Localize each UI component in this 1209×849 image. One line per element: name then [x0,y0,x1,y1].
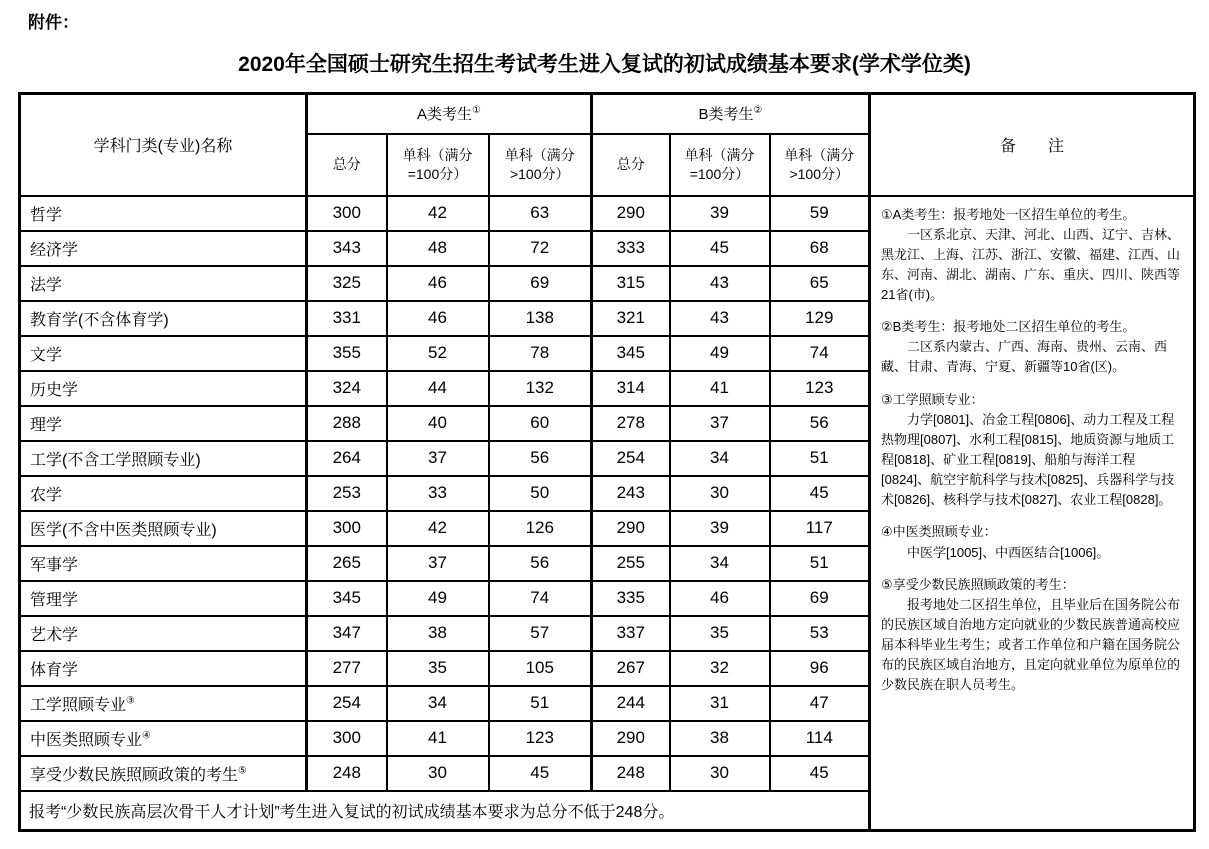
score-cell: 69 [770,581,870,616]
score-cell: 41 [387,721,489,756]
remark-paragraph: ③工学照顾专业： [881,391,984,407]
subject-name: 工学(不含工学照顾专业) [20,441,307,476]
score-cell: 314 [592,371,670,406]
score-cell: 248 [592,756,670,791]
subject-name: 艺术学 [20,616,307,651]
score-cell: 355 [307,336,387,371]
score-cell: 50 [489,476,592,511]
subject-name: 工学照顾专业③ [20,686,307,721]
score-cell: 51 [770,546,870,581]
score-cell: 45 [770,476,870,511]
score-cell: 56 [489,441,592,476]
subject-name: 哲学 [20,196,307,231]
column-header-b-total: 总分 [592,134,670,196]
score-cell: 33 [387,476,489,511]
score-cell: 37 [387,546,489,581]
score-cell: 114 [770,721,870,756]
score-cell: 45 [670,231,770,266]
column-header-a-single100: 单科（满分=100分） [387,134,489,196]
remark-paragraph: 二区系内蒙古、广西、海南、贵州、云南、西藏、甘肃、青海、宁夏、新疆等10省(区)。 [881,339,1168,375]
subject-name: 理学 [20,406,307,441]
score-cell: 253 [307,476,387,511]
score-cell: 69 [489,266,592,301]
score-cell: 34 [670,546,770,581]
footnote-marker: ② [753,105,763,117]
score-cell: 40 [387,406,489,441]
score-cell: 46 [387,301,489,336]
score-cell: 300 [307,721,387,756]
subject-name: 农学 [20,476,307,511]
score-cell: 49 [387,581,489,616]
subject-name: 教育学(不含体育学) [20,301,307,336]
score-cell: 43 [670,301,770,336]
score-cell: 65 [770,266,870,301]
score-cell: 254 [592,441,670,476]
remark-paragraph: 力学[0801]、冶金工程[0806]、动力工程及工程热物理[0807]、水利工程[0815]、地质资源与地质工程[0818]、矿业工程[0819]、船舶与海洋工程[0824]、航空宇航科学与技术[0825]、兵器科学与技术[0826]、核科学与技术[0827]、农业工程[0828]。 [881,411,1175,508]
score-cell: 60 [489,406,592,441]
score-cell: 43 [670,266,770,301]
score-cell: 267 [592,651,670,686]
score-cell: 324 [307,371,387,406]
subject-name: 法学 [20,266,307,301]
column-header-group-b: B类考生② [592,94,870,134]
subject-name: 体育学 [20,651,307,686]
score-cell: 117 [770,511,870,546]
score-cell: 56 [489,546,592,581]
attachment-label: 附件： [28,13,79,32]
score-cell: 265 [307,546,387,581]
score-cell: 278 [592,406,670,441]
score-requirements-table [18,92,1196,832]
score-cell: 37 [387,441,489,476]
footnote-marker: ⑤ [238,765,247,777]
score-cell: 315 [592,266,670,301]
subject-name: 经济学 [20,231,307,266]
score-cell: 30 [387,756,489,791]
score-cell: 74 [770,336,870,371]
subject-name: 医学(不含中医类照顾专业) [20,511,307,546]
score-cell: 248 [307,756,387,791]
footer-note: 报考“少数民族高层次骨干人才计划”考生进入复试的初试成绩基本要求为总分不低于248分。 [20,791,870,831]
footnote-marker: ③ [126,695,135,707]
score-cell: 244 [592,686,670,721]
footnote-marker: ① [472,105,481,117]
score-cell: 51 [770,441,870,476]
score-cell: 78 [489,336,592,371]
score-cell: 68 [770,231,870,266]
score-cell: 38 [670,721,770,756]
score-cell: 123 [770,371,870,406]
score-cell: 138 [489,301,592,336]
score-cell: 42 [387,511,489,546]
score-cell: 41 [670,371,770,406]
remark-paragraph: ④中医类照顾专业： [881,524,997,540]
subject-name: 军事学 [20,546,307,581]
column-header-a-total: 总分 [307,134,387,196]
score-cell: 52 [387,336,489,371]
score-cell: 105 [489,651,592,686]
score-cell: 243 [592,476,670,511]
subject-name: 享受少数民族照顾政策的考生⑤ [20,756,307,791]
remarks-cell [870,196,1195,831]
score-cell: 37 [670,406,770,441]
subject-name: 管理学 [20,581,307,616]
score-cell: 47 [770,686,870,721]
column-header-group-a: A类考生① [307,94,592,134]
score-cell: 42 [387,196,489,231]
column-header-subject: 学科门类(专业)名称 [20,94,307,196]
score-cell: 290 [592,196,670,231]
score-cell: 35 [387,651,489,686]
score-cell: 39 [670,511,770,546]
score-cell: 325 [307,266,387,301]
remark-paragraph: 报考地处二区招生单位，且毕业后在国务院公布的民族区域自治地方定向就业的少数民族普通高校应届本科毕业生考生；或者工作单位和户籍在国务院公布的民族区域自治地方，且定向就业单位为原单位的少数民族在职人员考生。 [881,596,1181,693]
score-cell: 300 [307,196,387,231]
remark-paragraph: 一区系北京、天津、河北、山西、辽宁、吉林、黑龙江、上海、江苏、浙江、安徽、福建、江西、山东、河南、湖北、湖南、广东、重庆、四川、陕西等21省(市)。 [881,226,1181,303]
score-cell: 53 [770,616,870,651]
score-cell: 34 [670,441,770,476]
column-header-b-single100: 单科（满分=100分） [670,134,770,196]
score-cell: 72 [489,231,592,266]
score-cell: 321 [592,301,670,336]
score-cell: 46 [387,266,489,301]
score-cell: 254 [307,686,387,721]
subject-name: 文学 [20,336,307,371]
subject-name: 历史学 [20,371,307,406]
score-cell: 345 [307,581,387,616]
score-cell: 126 [489,511,592,546]
column-header-remarks: 备 注 [870,94,1195,196]
score-cell: 255 [592,546,670,581]
score-cell: 288 [307,406,387,441]
score-cell: 57 [489,616,592,651]
column-header-b-single-over100: 单科（满分>100分） [770,134,870,196]
score-cell: 30 [670,756,770,791]
score-cell: 63 [489,196,592,231]
score-cell: 331 [307,301,387,336]
score-cell: 74 [489,581,592,616]
remark-paragraph: ①A类考生：报考地处一区招生单位的考生。 [881,206,1136,222]
score-cell: 337 [592,616,670,651]
header-row-groups [20,94,1195,134]
score-cell: 46 [670,581,770,616]
score-cell: 45 [770,756,870,791]
score-cell: 132 [489,371,592,406]
score-cell: 31 [670,686,770,721]
footnote-marker: ④ [142,730,151,742]
score-cell: 49 [670,336,770,371]
table-row [20,196,1195,231]
score-cell: 34 [387,686,489,721]
remark-paragraph: 中医学[1005]、中西医结合[1006]。 [907,544,1110,560]
remark-paragraph: ⑤享受少数民族照顾政策的考生： [881,576,1075,592]
score-cell: 32 [670,651,770,686]
score-cell: 44 [387,371,489,406]
score-cell: 38 [387,616,489,651]
score-cell: 345 [592,336,670,371]
score-cell: 48 [387,231,489,266]
score-cell: 347 [307,616,387,651]
score-cell: 45 [489,756,592,791]
score-cell: 333 [592,231,670,266]
score-cell: 39 [670,196,770,231]
score-cell: 96 [770,651,870,686]
score-cell: 335 [592,581,670,616]
score-cell: 56 [770,406,870,441]
score-cell: 129 [770,301,870,336]
page-title: 2020年全国硕士研究生招生考试考生进入复试的初试成绩基本要求(学术学位类) [238,53,971,76]
score-cell: 264 [307,441,387,476]
column-header-a-single-over100: 单科（满分>100分） [489,134,592,196]
score-cell: 30 [670,476,770,511]
score-cell: 300 [307,511,387,546]
remark-paragraph: ②B类考生：报考地处二区招生单位的考生。 [881,319,1136,335]
score-cell: 59 [770,196,870,231]
score-cell: 35 [670,616,770,651]
score-cell: 343 [307,231,387,266]
subject-name: 中医类照顾专业④ [20,721,307,756]
score-cell: 123 [489,721,592,756]
score-cell: 290 [592,721,670,756]
score-cell: 277 [307,651,387,686]
score-cell: 290 [592,511,670,546]
score-cell: 51 [489,686,592,721]
